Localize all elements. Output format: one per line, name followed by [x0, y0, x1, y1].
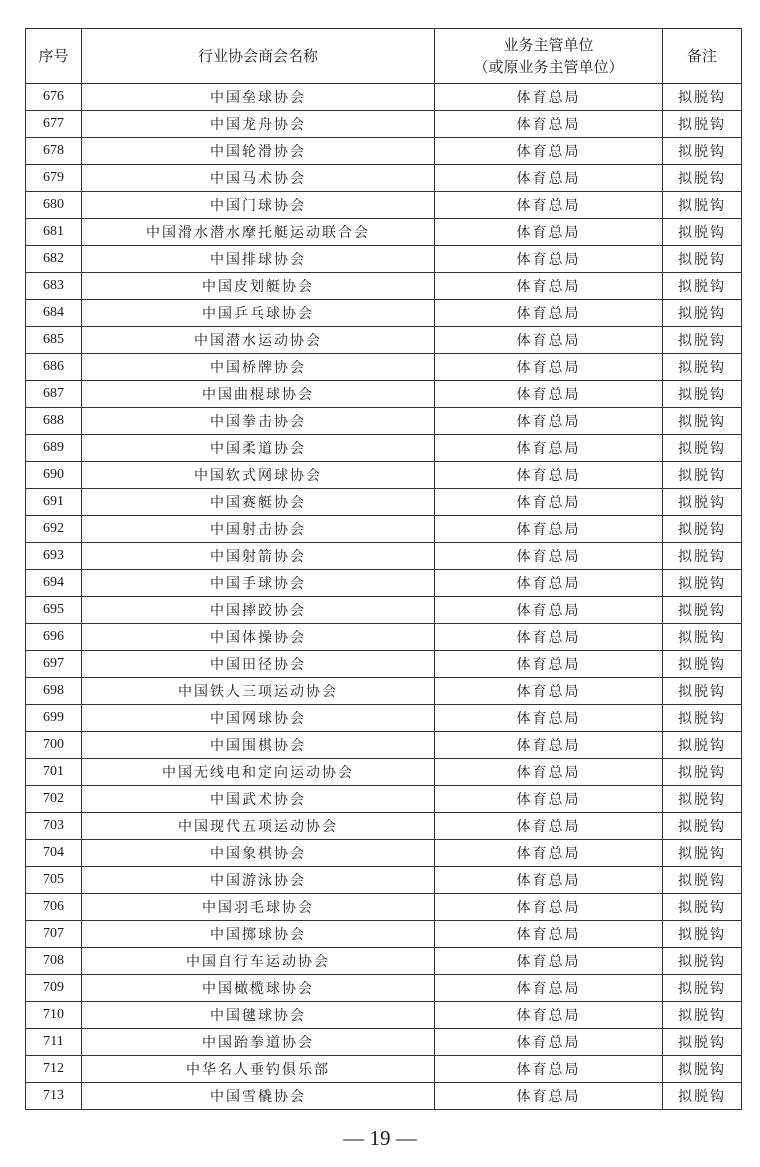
table-row	[26, 1083, 742, 1110]
cell-serial-number: 681	[26, 219, 82, 246]
cell-supervising-unit: 体育总局	[435, 732, 663, 759]
cell-association-name: 中国网球协会	[82, 705, 435, 732]
cell-association-name: 中国现代五项运动协会	[82, 813, 435, 840]
cell-remarks: 拟脱钩	[663, 273, 742, 300]
cell-remarks: 拟脱钩	[663, 1056, 742, 1083]
cell-remarks: 拟脱钩	[663, 327, 742, 354]
cell-association-name: 中国自行车运动协会	[82, 948, 435, 975]
cell-remarks: 拟脱钩	[663, 111, 742, 138]
cell-supervising-unit: 体育总局	[435, 408, 663, 435]
cell-supervising-unit: 体育总局	[435, 786, 663, 813]
cell-remarks: 拟脱钩	[663, 516, 742, 543]
cell-supervising-unit: 体育总局	[435, 246, 663, 273]
table-row	[26, 246, 742, 273]
cell-remarks: 拟脱钩	[663, 219, 742, 246]
cell-association-name: 中国轮滑协会	[82, 138, 435, 165]
table-row	[26, 273, 742, 300]
cell-remarks: 拟脱钩	[663, 759, 742, 786]
cell-supervising-unit: 体育总局	[435, 516, 663, 543]
cell-association-name: 中国门球协会	[82, 192, 435, 219]
cell-association-name: 中国铁人三项运动协会	[82, 678, 435, 705]
cell-association-name: 中国滑水潜水摩托艇运动联合会	[82, 219, 435, 246]
cell-association-name: 中国游泳协会	[82, 867, 435, 894]
cell-association-name: 中国手球协会	[82, 570, 435, 597]
cell-association-name: 中国羽毛球协会	[82, 894, 435, 921]
cell-serial-number: 677	[26, 111, 82, 138]
cell-supervising-unit: 体育总局	[435, 1083, 663, 1110]
cell-remarks: 拟脱钩	[663, 489, 742, 516]
table-row	[26, 543, 742, 570]
cell-association-name: 中国射箭协会	[82, 543, 435, 570]
cell-supervising-unit: 体育总局	[435, 705, 663, 732]
cell-association-name: 中国象棋协会	[82, 840, 435, 867]
cell-association-name: 中国皮划艇协会	[82, 273, 435, 300]
cell-supervising-unit: 体育总局	[435, 1056, 663, 1083]
cell-supervising-unit: 体育总局	[435, 273, 663, 300]
table-body	[26, 84, 742, 1110]
table-row	[26, 786, 742, 813]
cell-supervising-unit: 体育总局	[435, 948, 663, 975]
cell-association-name: 中国田径协会	[82, 651, 435, 678]
table-row	[26, 300, 742, 327]
cell-supervising-unit: 体育总局	[435, 111, 663, 138]
cell-serial-number: 691	[26, 489, 82, 516]
cell-remarks: 拟脱钩	[663, 246, 742, 273]
cell-association-name: 中国掷球协会	[82, 921, 435, 948]
cell-serial-number: 701	[26, 759, 82, 786]
cell-serial-number: 678	[26, 138, 82, 165]
table-row	[26, 975, 742, 1002]
cell-serial-number: 686	[26, 354, 82, 381]
cell-supervising-unit: 体育总局	[435, 840, 663, 867]
cell-remarks: 拟脱钩	[663, 975, 742, 1002]
cell-association-name: 中国乒乓球协会	[82, 300, 435, 327]
cell-supervising-unit: 体育总局	[435, 462, 663, 489]
cell-serial-number: 683	[26, 273, 82, 300]
cell-serial-number: 694	[26, 570, 82, 597]
header-remarks: 备注	[663, 29, 742, 84]
cell-serial-number: 693	[26, 543, 82, 570]
cell-association-name: 中国马术协会	[82, 165, 435, 192]
cell-serial-number: 679	[26, 165, 82, 192]
cell-serial-number: 711	[26, 1029, 82, 1056]
cell-association-name: 中国武术协会	[82, 786, 435, 813]
cell-remarks: 拟脱钩	[663, 1083, 742, 1110]
cell-association-name: 中国垒球协会	[82, 84, 435, 111]
table-row	[26, 921, 742, 948]
table-row	[26, 138, 742, 165]
cell-supervising-unit: 体育总局	[435, 867, 663, 894]
cell-supervising-unit: 体育总局	[435, 1002, 663, 1029]
cell-serial-number: 688	[26, 408, 82, 435]
cell-serial-number: 684	[26, 300, 82, 327]
cell-association-name: 中国跆拳道协会	[82, 1029, 435, 1056]
cell-serial-number: 706	[26, 894, 82, 921]
header-serial-number: 序号	[26, 29, 82, 84]
cell-remarks: 拟脱钩	[663, 705, 742, 732]
cell-serial-number: 702	[26, 786, 82, 813]
table-row	[26, 759, 742, 786]
cell-association-name: 中国围棋协会	[82, 732, 435, 759]
cell-remarks: 拟脱钩	[663, 678, 742, 705]
cell-supervising-unit: 体育总局	[435, 84, 663, 111]
cell-supervising-unit: 体育总局	[435, 678, 663, 705]
table-row	[26, 111, 742, 138]
association-table-container	[25, 28, 741, 1110]
cell-supervising-unit: 体育总局	[435, 219, 663, 246]
table-row	[26, 408, 742, 435]
cell-remarks: 拟脱钩	[663, 732, 742, 759]
cell-serial-number: 692	[26, 516, 82, 543]
table-row	[26, 867, 742, 894]
table-row	[26, 327, 742, 354]
cell-serial-number: 705	[26, 867, 82, 894]
cell-serial-number: 696	[26, 624, 82, 651]
cell-serial-number: 682	[26, 246, 82, 273]
cell-remarks: 拟脱钩	[663, 381, 742, 408]
page-number: — 19 —	[343, 1126, 417, 1150]
cell-supervising-unit: 体育总局	[435, 543, 663, 570]
cell-remarks: 拟脱钩	[663, 1029, 742, 1056]
cell-serial-number: 709	[26, 975, 82, 1002]
cell-serial-number: 703	[26, 813, 82, 840]
cell-supervising-unit: 体育总局	[435, 975, 663, 1002]
table-row	[26, 84, 742, 111]
cell-supervising-unit: 体育总局	[435, 651, 663, 678]
table-row	[26, 894, 742, 921]
cell-remarks: 拟脱钩	[663, 813, 742, 840]
table-row	[26, 732, 742, 759]
cell-association-name: 中国无线电和定向运动协会	[82, 759, 435, 786]
cell-serial-number: 713	[26, 1083, 82, 1110]
cell-remarks: 拟脱钩	[663, 624, 742, 651]
cell-association-name: 中国射击协会	[82, 516, 435, 543]
header-supervising-unit-line1: 业务主管单位	[503, 36, 594, 54]
cell-remarks: 拟脱钩	[663, 597, 742, 624]
cell-serial-number: 685	[26, 327, 82, 354]
table-row	[26, 1002, 742, 1029]
cell-supervising-unit: 体育总局	[435, 354, 663, 381]
cell-association-name: 中国体操协会	[82, 624, 435, 651]
table-row	[26, 516, 742, 543]
cell-serial-number: 695	[26, 597, 82, 624]
table-row	[26, 1029, 742, 1056]
cell-serial-number: 707	[26, 921, 82, 948]
table-row	[26, 219, 742, 246]
cell-association-name: 中国摔跤协会	[82, 597, 435, 624]
cell-association-name: 中国赛艇协会	[82, 489, 435, 516]
cell-serial-number: 689	[26, 435, 82, 462]
table-row	[26, 570, 742, 597]
table-row	[26, 678, 742, 705]
table-row	[26, 651, 742, 678]
cell-association-name: 中国龙舟协会	[82, 111, 435, 138]
cell-supervising-unit: 体育总局	[435, 489, 663, 516]
cell-serial-number: 690	[26, 462, 82, 489]
cell-remarks: 拟脱钩	[663, 192, 742, 219]
cell-serial-number: 676	[26, 84, 82, 111]
cell-supervising-unit: 体育总局	[435, 570, 663, 597]
cell-supervising-unit: 体育总局	[435, 327, 663, 354]
table-row	[26, 381, 742, 408]
cell-remarks: 拟脱钩	[663, 543, 742, 570]
cell-supervising-unit: 体育总局	[435, 435, 663, 462]
cell-serial-number: 710	[26, 1002, 82, 1029]
header-supervising-unit-line2: （或原业务主管单位）	[473, 58, 624, 76]
cell-serial-number: 687	[26, 381, 82, 408]
cell-remarks: 拟脱钩	[663, 408, 742, 435]
cell-remarks: 拟脱钩	[663, 840, 742, 867]
cell-serial-number: 699	[26, 705, 82, 732]
table-row	[26, 597, 742, 624]
cell-supervising-unit: 体育总局	[435, 597, 663, 624]
cell-association-name: 中国毽球协会	[82, 1002, 435, 1029]
table-row	[26, 435, 742, 462]
cell-serial-number: 680	[26, 192, 82, 219]
cell-supervising-unit: 体育总局	[435, 813, 663, 840]
cell-supervising-unit: 体育总局	[435, 1029, 663, 1056]
table-row	[26, 705, 742, 732]
cell-serial-number: 704	[26, 840, 82, 867]
table-row	[26, 354, 742, 381]
cell-remarks: 拟脱钩	[663, 651, 742, 678]
cell-supervising-unit: 体育总局	[435, 381, 663, 408]
cell-association-name: 中国排球协会	[82, 246, 435, 273]
table-row	[26, 192, 742, 219]
cell-remarks: 拟脱钩	[663, 921, 742, 948]
table-row	[26, 1056, 742, 1083]
cell-remarks: 拟脱钩	[663, 867, 742, 894]
cell-supervising-unit: 体育总局	[435, 894, 663, 921]
cell-remarks: 拟脱钩	[663, 462, 742, 489]
header-association-name: 行业协会商会名称	[82, 29, 435, 84]
cell-remarks: 拟脱钩	[663, 165, 742, 192]
cell-association-name: 中国软式网球协会	[82, 462, 435, 489]
cell-serial-number: 708	[26, 948, 82, 975]
association-table	[25, 28, 742, 1110]
cell-supervising-unit: 体育总局	[435, 165, 663, 192]
cell-association-name: 中国潜水运动协会	[82, 327, 435, 354]
table-row	[26, 840, 742, 867]
cell-remarks: 拟脱钩	[663, 786, 742, 813]
table-header-row	[26, 29, 742, 84]
cell-association-name: 中华名人垂钓俱乐部	[82, 1056, 435, 1083]
cell-remarks: 拟脱钩	[663, 570, 742, 597]
cell-remarks: 拟脱钩	[663, 354, 742, 381]
cell-serial-number: 712	[26, 1056, 82, 1083]
cell-remarks: 拟脱钩	[663, 435, 742, 462]
table-row	[26, 624, 742, 651]
table-row	[26, 948, 742, 975]
cell-supervising-unit: 体育总局	[435, 624, 663, 651]
cell-association-name: 中国拳击协会	[82, 408, 435, 435]
table-row	[26, 813, 742, 840]
cell-association-name: 中国雪橇协会	[82, 1083, 435, 1110]
cell-remarks: 拟脱钩	[663, 894, 742, 921]
table-row	[26, 489, 742, 516]
cell-remarks: 拟脱钩	[663, 300, 742, 327]
cell-serial-number: 700	[26, 732, 82, 759]
cell-serial-number: 697	[26, 651, 82, 678]
cell-supervising-unit: 体育总局	[435, 921, 663, 948]
cell-serial-number: 698	[26, 678, 82, 705]
cell-association-name: 中国柔道协会	[82, 435, 435, 462]
cell-supervising-unit: 体育总局	[435, 300, 663, 327]
cell-remarks: 拟脱钩	[663, 1002, 742, 1029]
table-row	[26, 165, 742, 192]
cell-remarks: 拟脱钩	[663, 948, 742, 975]
cell-remarks: 拟脱钩	[663, 84, 742, 111]
cell-supervising-unit: 体育总局	[435, 192, 663, 219]
cell-supervising-unit: 体育总局	[435, 138, 663, 165]
table-row	[26, 462, 742, 489]
cell-association-name: 中国曲棍球协会	[82, 381, 435, 408]
header-supervising-unit	[435, 29, 663, 84]
cell-association-name: 中国橄榄球协会	[82, 975, 435, 1002]
cell-supervising-unit: 体育总局	[435, 759, 663, 786]
cell-association-name: 中国桥牌协会	[82, 354, 435, 381]
cell-remarks: 拟脱钩	[663, 138, 742, 165]
